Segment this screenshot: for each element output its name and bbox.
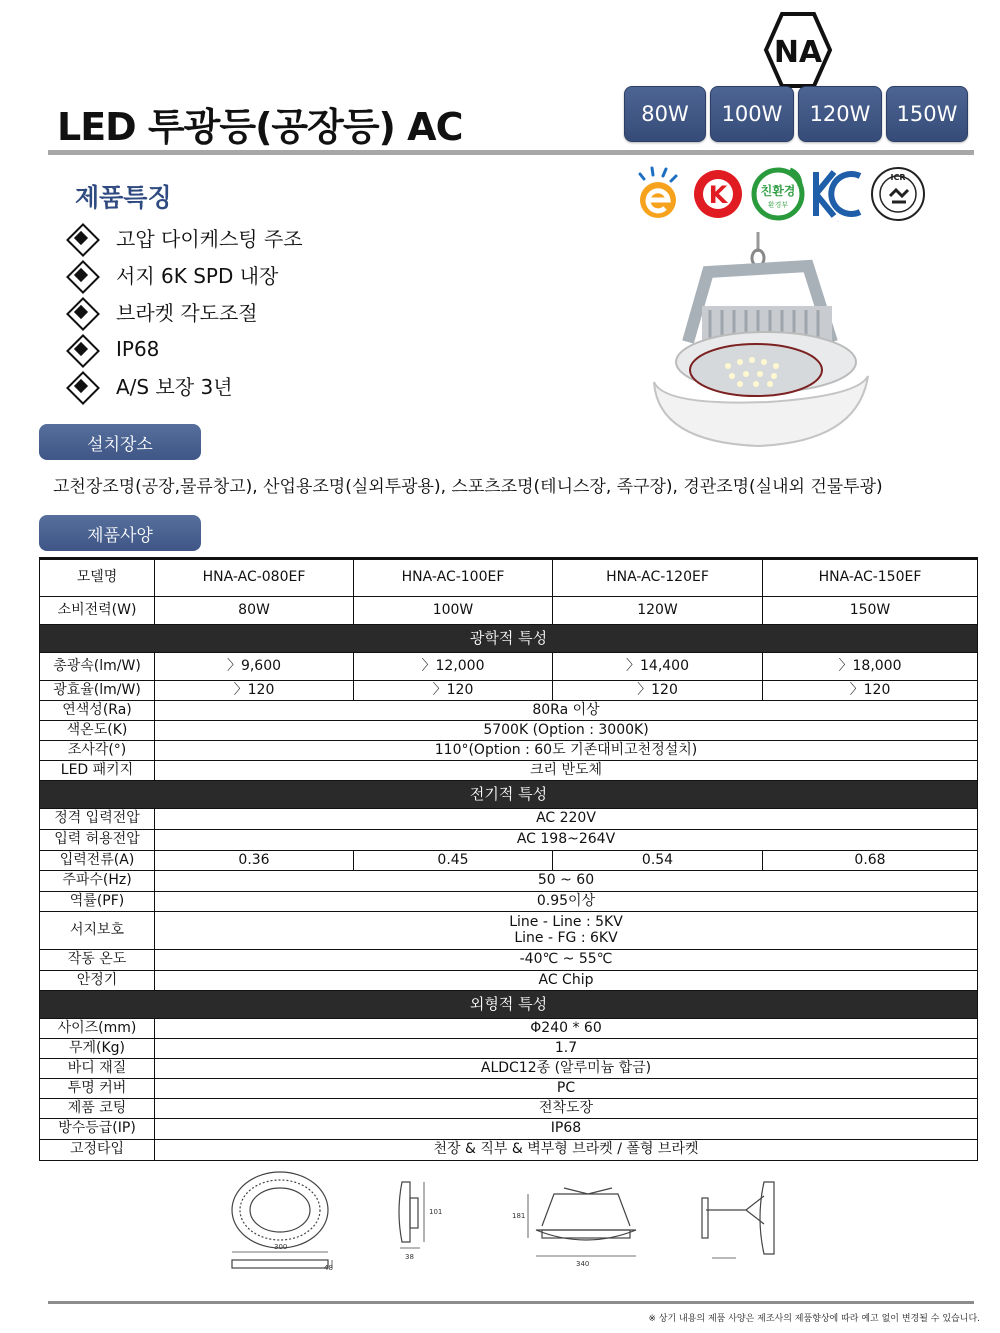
side-view-drawing: [399, 1182, 424, 1248]
section-header-row: [40, 781, 978, 809]
install-section-label: 설치장소: [39, 424, 201, 460]
table-row: [40, 1099, 978, 1119]
surge-line-1: Line - Line : 5KV: [509, 914, 623, 931]
surge-value: [155, 912, 978, 950]
rated-voltage-value: AC 220V: [155, 809, 978, 830]
ballast-label: 안정기: [40, 971, 155, 991]
diamond-bullet-icon: [66, 371, 96, 401]
body-label: 바디 재질: [40, 1059, 155, 1079]
table-row: [40, 597, 978, 625]
icr-seal-icon: [870, 162, 926, 222]
mount-label: 고정타입: [40, 1140, 155, 1161]
pf-value: 0.95이상: [155, 892, 978, 912]
size-value: Φ240 * 60: [155, 1019, 978, 1039]
weight-value: 1.7: [155, 1039, 978, 1059]
model-cell: HNA-AC-120EF: [553, 559, 763, 597]
op-temp-label: 작동 온도: [40, 950, 155, 971]
table-row: [40, 559, 978, 597]
eco-label-icon: [750, 162, 806, 222]
feature-item: [66, 219, 303, 256]
angled-view-drawing: [702, 1182, 774, 1258]
footnote: ※ 상기 내용의 제품 사양은 제조사의 제품향상에 따라 예고 없이 변경될 수 있습니다.: [648, 1314, 980, 1324]
freq-label: 주파수(Hz): [40, 871, 155, 892]
electrical-section-header: 전기적 특성: [40, 781, 978, 809]
op-temp-value: -40℃ ~ 55℃: [155, 950, 978, 971]
wattage-80w[interactable]: 80W: [624, 86, 706, 142]
led-label: LED 패키지: [40, 761, 155, 781]
led-value: 크리 반도체: [155, 761, 978, 781]
diamond-bullet-icon: [66, 223, 96, 253]
section-header-row: [40, 991, 978, 1019]
table-row: [40, 653, 978, 681]
table-row: [40, 1079, 978, 1099]
power-label: 소비전력(W): [40, 597, 155, 625]
page-title: LED 투광등(공장등) AC: [57, 105, 463, 149]
model-cell: HNA-AC-080EF: [155, 559, 354, 597]
features-heading: 제품특징: [75, 183, 172, 212]
table-row: [40, 1019, 978, 1039]
product-image: [648, 232, 874, 448]
ip-label: 방수등급(IP): [40, 1119, 155, 1140]
table-row: [40, 681, 978, 701]
feature-text: IP68: [116, 336, 160, 361]
surge-line-2: Line - FG : 6KV: [514, 929, 618, 946]
flux-cell: 〉14,400: [553, 653, 763, 681]
footer-divider: [48, 1301, 974, 1304]
table-row: [40, 950, 978, 971]
efficacy-cell: 〉120: [553, 681, 763, 701]
table-row: [40, 1039, 978, 1059]
cct-label: 색온도(K): [40, 721, 155, 741]
current-cell: 0.54: [553, 851, 763, 871]
kc-logo-text: K: [708, 181, 728, 209]
eco-label-sub: 환경부: [767, 201, 789, 209]
certification-marks: [630, 162, 926, 222]
efficacy-label: 광효율(lm/W): [40, 681, 155, 701]
feature-item: [66, 256, 303, 293]
efficacy-cell: 〉120: [354, 681, 553, 701]
power-cell: 120W: [553, 597, 763, 625]
freq-value: 50 ~ 60: [155, 871, 978, 892]
table-row: [40, 971, 978, 991]
wattage-120w[interactable]: 120W: [798, 86, 882, 142]
model-cell: HNA-AC-100EF: [354, 559, 553, 597]
install-locations: 고천장조명(공장,물류창고), 산업용조명(실외투광용), 스포츠조명(테니스장, 족구장), 경관조명(실내외 건물투광): [53, 477, 883, 497]
surge-label: 서지보호: [40, 912, 155, 950]
table-row: [40, 741, 978, 761]
brand-logo: [762, 10, 834, 90]
section-header-row: [40, 625, 978, 653]
dim-label: 181: [512, 1212, 526, 1220]
table-row: [40, 912, 978, 950]
efficacy-cell: 〉120: [155, 681, 354, 701]
title-divider: [48, 150, 974, 155]
pf-label: 역률(PF): [40, 892, 155, 912]
body-value: ALDC12종 (알루미늄 합금): [155, 1059, 978, 1079]
current-cell: 0.68: [763, 851, 978, 871]
wattage-150w[interactable]: 150W: [886, 86, 968, 142]
feature-item: [66, 367, 303, 404]
kc-safety-icon: [690, 162, 746, 222]
flux-cell: 〉9,600: [155, 653, 354, 681]
cri-value: 80Ra 이상: [155, 701, 978, 721]
current-label: 입력전류(A): [40, 851, 155, 871]
icr-text: ICR: [890, 173, 906, 182]
table-row: [40, 1140, 978, 1161]
top-view-drawing: [232, 1172, 332, 1268]
eco-label-text: 친환경: [760, 184, 796, 198]
power-cell: 150W: [763, 597, 978, 625]
rated-voltage-label: 정격 입력전압: [40, 809, 155, 830]
table-row: [40, 1059, 978, 1079]
power-cell: 100W: [354, 597, 553, 625]
ip-value: IP68: [155, 1119, 978, 1140]
dim-label: 340: [576, 1260, 590, 1268]
technical-drawings: [224, 1168, 804, 1276]
dim-label: 300: [274, 1243, 288, 1251]
power-cell: 80W: [155, 597, 354, 625]
table-row: [40, 892, 978, 912]
wattage-100w[interactable]: 100W: [710, 86, 794, 142]
ballast-value: AC Chip: [155, 971, 978, 991]
table-row: [40, 830, 978, 851]
feature-text: 고압 다이케스팅 주조: [116, 227, 303, 251]
feature-text: 서지 6K SPD 내장: [116, 264, 279, 288]
coating-value: 전착도장: [155, 1099, 978, 1119]
efficacy-cell: 〉120: [763, 681, 978, 701]
cover-label: 투명 커버: [40, 1079, 155, 1099]
weight-label: 무게(Kg): [40, 1039, 155, 1059]
physical-section-header: 외형적 특성: [40, 991, 978, 1019]
coating-label: 제품 코팅: [40, 1099, 155, 1119]
flux-cell: 〉18,000: [763, 653, 978, 681]
features-list: [66, 219, 303, 404]
model-cell: HNA-AC-150EF: [763, 559, 978, 597]
wattage-options: [624, 86, 968, 142]
kc-mark-icon: [810, 162, 866, 222]
model-label: 모델명: [40, 559, 155, 597]
cri-label: 연색성(Ra): [40, 701, 155, 721]
dim-label: 48: [324, 1264, 333, 1272]
table-row: [40, 851, 978, 871]
table-row: [40, 701, 978, 721]
table-row: [40, 761, 978, 781]
flux-cell: 〉12,000: [354, 653, 553, 681]
beam-value: 110°(Option : 60도 기존대비고천정설치): [155, 741, 978, 761]
flux-label: 총광속(lm/W): [40, 653, 155, 681]
spec-section-label: 제품사양: [39, 515, 201, 551]
diamond-bullet-icon: [66, 297, 96, 327]
spec-table: [39, 557, 978, 1161]
dim-label: 101: [429, 1208, 443, 1216]
feature-item: [66, 293, 303, 330]
current-cell: 0.36: [155, 851, 354, 871]
table-row: [40, 721, 978, 741]
beam-label: 조사각(°): [40, 741, 155, 761]
feature-text: 브라켓 각도조절: [116, 301, 258, 325]
diamond-bullet-icon: [66, 334, 96, 364]
cover-value: PC: [155, 1079, 978, 1099]
cct-value: 5700K (Option : 3000K): [155, 721, 978, 741]
allowed-voltage-value: AC 198~264V: [155, 830, 978, 851]
table-row: [40, 1119, 978, 1140]
optical-section-header: 광학적 특성: [40, 625, 978, 653]
allowed-voltage-label: 입력 허용전압: [40, 830, 155, 851]
feature-text: A/S 보장 3년: [116, 375, 233, 399]
kc-mark-text: KC: [837, 222, 839, 223]
feature-item: [66, 330, 303, 367]
e-mark-icon: [630, 162, 686, 222]
size-label: 사이즈(mm): [40, 1019, 155, 1039]
front-view-drawing: [528, 1188, 636, 1256]
dim-label: 38: [405, 1253, 414, 1261]
table-row: [40, 809, 978, 830]
mount-value: 천장 & 직부 & 벽부형 브라켓 / 폴형 브라켓: [155, 1140, 978, 1161]
diamond-bullet-icon: [66, 260, 96, 290]
current-cell: 0.45: [354, 851, 553, 871]
table-row: [40, 871, 978, 892]
brand-logo-text: NA: [773, 35, 823, 70]
